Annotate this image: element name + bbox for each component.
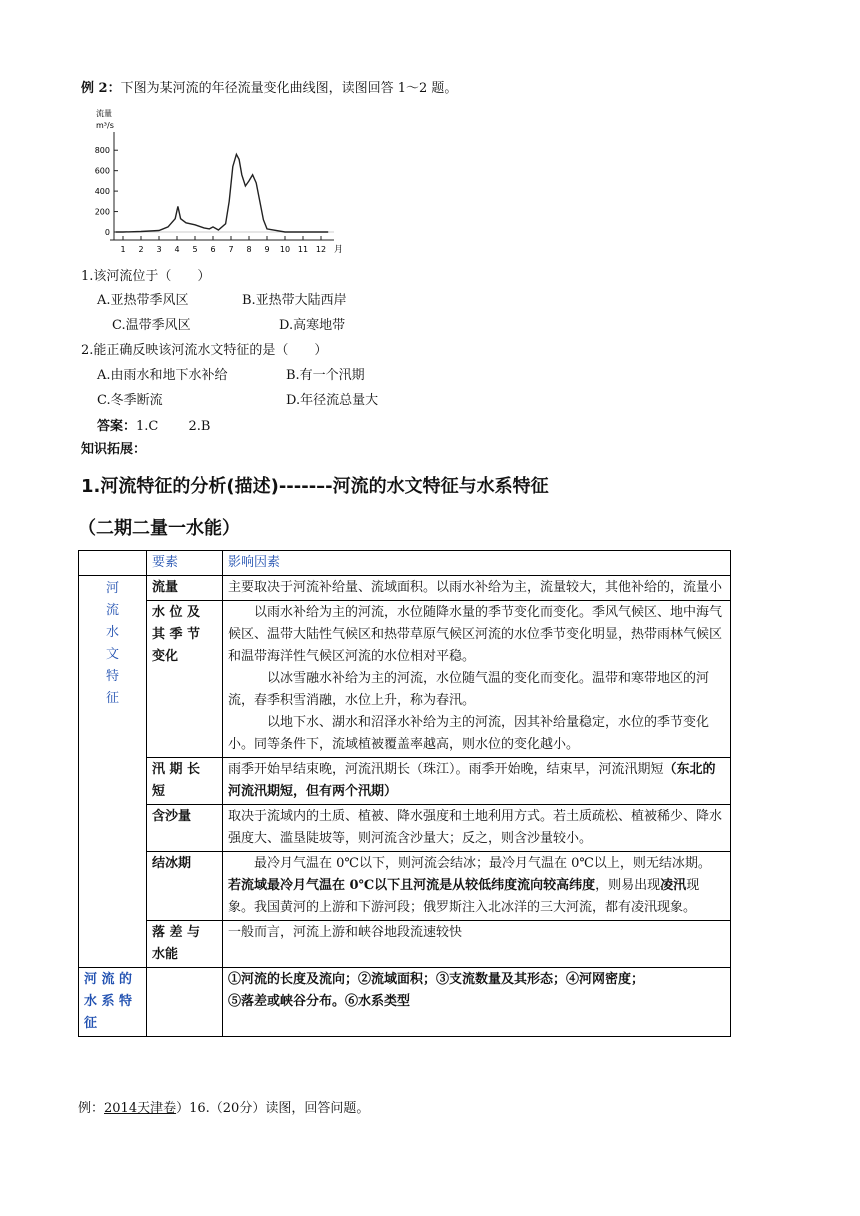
chart-x-tick-label: 11	[297, 245, 309, 254]
q1-option-c: C.温带季风区	[112, 318, 191, 333]
chart-x-tick-label: 7	[228, 245, 234, 254]
table-row	[79, 968, 731, 1037]
table-header-row	[79, 551, 731, 576]
chart-x-tick-label: 8	[246, 245, 252, 254]
runoff-chart	[84, 104, 346, 262]
row-label-sediment: 含沙量	[147, 805, 223, 852]
table-row	[79, 576, 731, 601]
q1-option-d: D.高寒地带	[279, 318, 346, 333]
table-row	[79, 921, 731, 968]
row-text-sediment: 取决于流域内的土质、植被、降水强度和土地利用方式。若土质疏松、植被稀少、降水强度大、滥垦陡坡等，则河流含沙量大；反之，则含沙量较小。	[223, 805, 731, 852]
chart-yunit: m³/s	[96, 121, 114, 130]
section-heading: 1.河流特征的分析(描述)-----–-河流的水文特征与水系特征	[81, 476, 549, 497]
chart-series-line	[116, 154, 328, 232]
chart-y-tick-label: 800	[94, 146, 110, 156]
row-text-level: 以雨水补给为主的河流，水位随降水量的季节变化而变化。季风气候区、地中海气候区、温带大陆性气候区和热带草原气候区河流的水位季节变化明显，热带雨林气候区和温带海洋性气候区河流的水位相对平稳。 以冰雪融水补给为主的河流，水位随气温的变化而变化。温带和寒带地区的河流，春季积雪消融，水位上升，称为春汛。 以地下水、湖水和沼泽水补给为主的河流，因其补给量稳定，水位的季节变化小。同等条件下，流域植被覆盖率越高，则水位的变化越小。	[223, 601, 731, 758]
chart-y-tick-label: 200	[94, 207, 110, 217]
chart-y-ticks	[95, 146, 118, 237]
row-label-flow: 流量	[147, 576, 223, 601]
table-header-factor: 影响因素	[223, 551, 731, 576]
example-label: 例 2：	[81, 81, 121, 96]
example-text: 下图为某河流的年径流量变化曲线图，读图回答 1～2 题。	[120, 81, 458, 96]
answer-label: 答案：	[97, 419, 137, 434]
q2-option-b: B.有一个汛期	[286, 368, 365, 383]
q1-stem: 1.该河流位于（ ）	[81, 269, 211, 284]
hydrology-group-cell: 河 流 水 文 特 征	[79, 576, 147, 968]
chart-x-tick-label: 10	[279, 245, 291, 254]
table-row	[79, 758, 731, 805]
chart-x-tick-label: 4	[174, 245, 180, 254]
answer-line	[97, 418, 210, 436]
chart-y-tick-label: 600	[94, 166, 110, 176]
knowledge-heading: 知识拓展：	[81, 442, 147, 457]
chart-y-tick-label: 0	[104, 228, 110, 237]
row-text-flow: 主要取决于河流补给量、流域面积。以雨水补给为主，流量较大，其他补给的，流量小	[223, 576, 731, 601]
chart-ylabel: 流量	[96, 109, 112, 118]
row-label-system: 河 流 的 水 系 特 征	[79, 968, 147, 1037]
table-header-empty	[79, 551, 147, 576]
chart-x-tick-label: 6	[210, 245, 216, 254]
table-row	[79, 805, 731, 852]
q1-option-b: B.亚热带大陆西岸	[242, 293, 347, 308]
q2-option-d: D.年径流总量大	[286, 393, 379, 408]
q2-option-c: C.冬季断流	[97, 393, 163, 408]
chart-x-tick-label: 9	[264, 245, 270, 254]
table-row	[79, 601, 731, 758]
q1-option-a: A.亚热带季风区	[97, 293, 189, 308]
row-label-flood: 汛 期 长 短	[147, 758, 223, 805]
row-empty-system	[147, 968, 223, 1037]
chart-x-tick-label: 12	[315, 245, 327, 254]
row-label-level: 水 位 及 其 季 节 变化	[147, 601, 223, 758]
table-row	[79, 852, 731, 921]
example-intro	[81, 80, 457, 98]
source-link[interactable]: 2014天津卷	[104, 1101, 177, 1116]
chart-axes	[110, 132, 334, 240]
chart-x-tick-label: 3	[156, 245, 162, 254]
footer-prefix: 例：	[78, 1101, 105, 1116]
footer-example	[78, 1100, 369, 1118]
row-text-ice: 最冷月气温在 0℃以下，则河流会结冰；最冷月气温在 0℃以上，则无结冰期。 若流域最冷月气温在 0℃以下且河流是从较低纬度流向较高纬度，则易出现凌汛现象。我国黄河的上游和下游河段；俄罗斯注入北冰洋的三大河流，都有凌汛现象。	[223, 852, 731, 921]
table-header-element: 要素	[147, 551, 223, 576]
section-subheading: （二期二量一水能）	[78, 518, 240, 539]
row-label-ice: 结冰期	[147, 852, 223, 921]
answer-text: 1.C 2.B	[136, 419, 211, 434]
chart-x-tick-label: 2	[138, 245, 144, 254]
row-text-drop: 一般而言，河流上游和峡谷地段流速较快	[223, 921, 731, 968]
chart-x-tick-label: 5	[192, 245, 198, 254]
q2-stem: 2.能正确反映该河流水文特征的是（ ）	[81, 343, 328, 358]
chart-x-tick-label: 1	[120, 245, 126, 254]
q2-option-a: A.由雨水和地下水补给	[97, 368, 228, 383]
footer-suffix: ）16.（20分）读图，回答问题。	[176, 1101, 370, 1116]
row-text-flood: 雨季开始早结束晚，河流汛期长（珠江）。雨季开始晚，结束早，河流汛期短（东北的河流汛期短，但有两个汛期）	[223, 758, 731, 805]
row-text-system: ①河流的长度及流向；②流域面积；③支流数量及其形态；④河网密度； ⑤落差或峡谷分布。⑥水系类型	[223, 968, 731, 1037]
row-label-drop: 落 差 与 水能	[147, 921, 223, 968]
chart-xunit: 月	[334, 245, 344, 255]
river-features-table	[78, 550, 731, 1037]
chart-x-ticks	[120, 236, 326, 254]
chart-y-tick-label: 400	[94, 187, 110, 197]
